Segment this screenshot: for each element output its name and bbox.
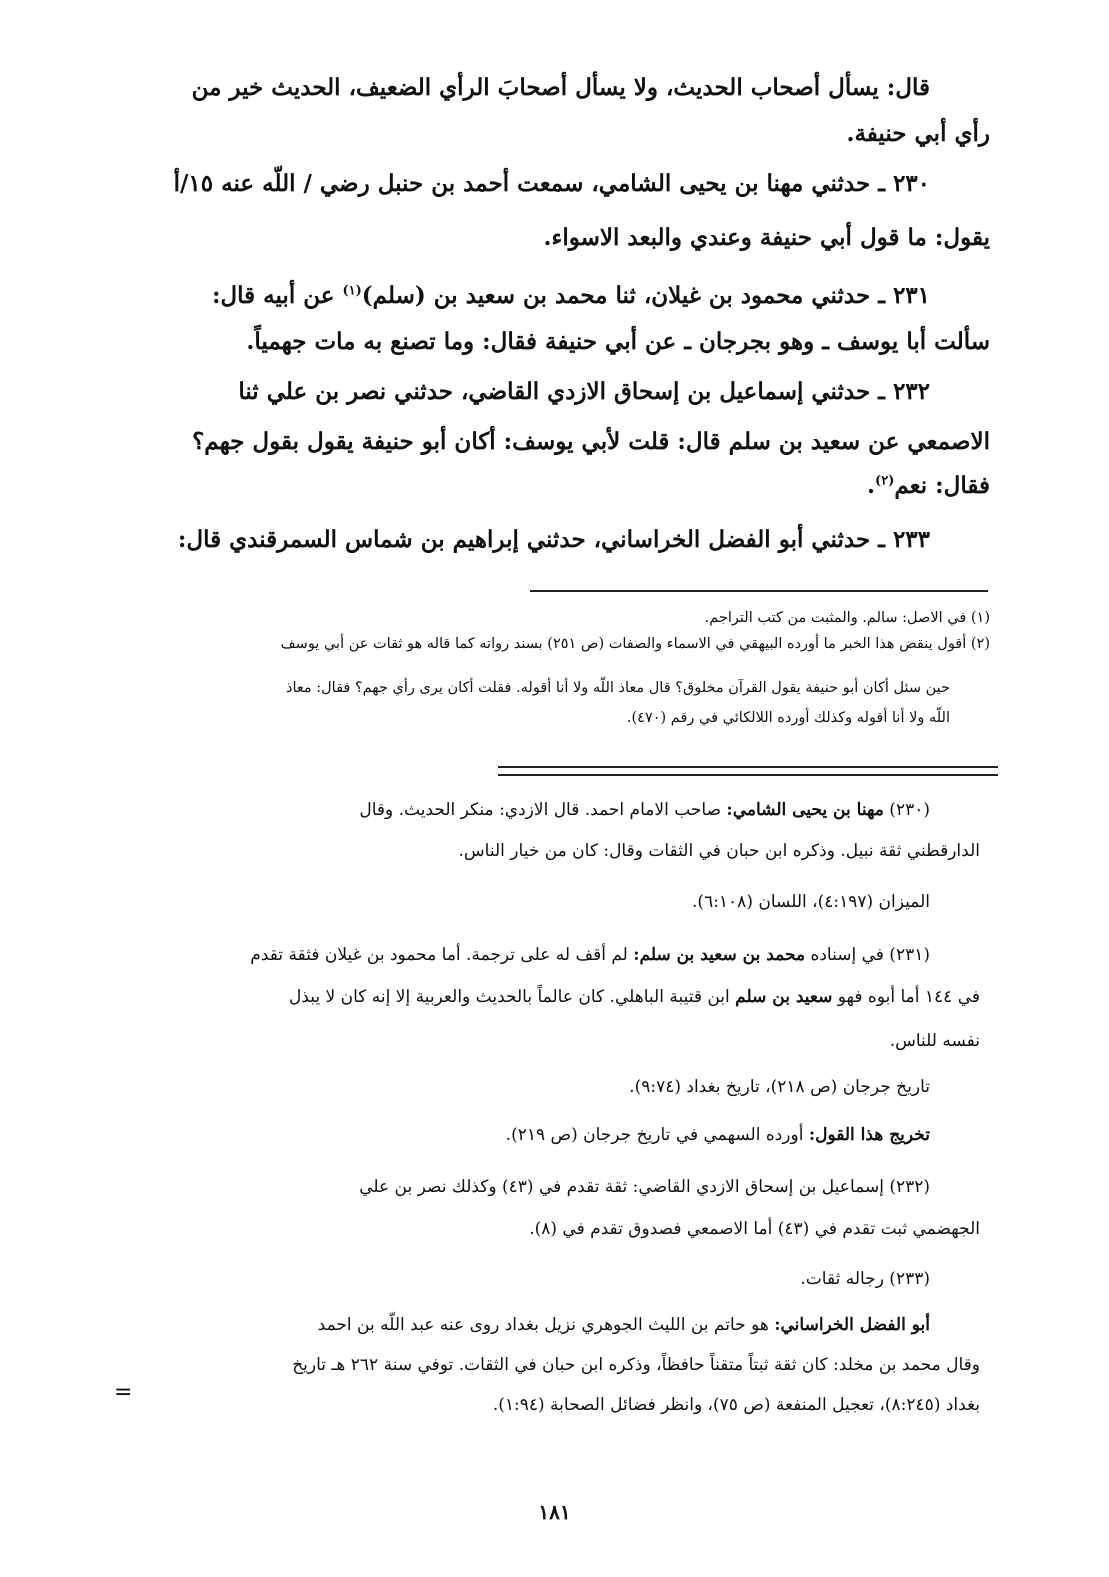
- main-line: يقول: ما قول أبي حنيفة وعندي والبعد الاسواء.: [543, 224, 990, 251]
- main-line: رأي أبي حنيفة.: [846, 120, 990, 147]
- main-line: ٢٣٢ ـ حدثني إسماعيل بن إسحاق الازدي القاضي، حدثني نصر بن علي ثنا: [238, 378, 930, 405]
- note-line: نفسه للناس.: [889, 1031, 980, 1051]
- main-line: الاصمعي عن سعيد بن سلم قال: قلت لأبي يوسف: أكان أبو حنيفة يقول بقول جهم؟: [192, 428, 990, 455]
- main-line-part: ٢٣١ ـ حدثني محمود بن غيلان، ثنا محمد بن سعيد بن (سلم): [361, 282, 930, 309]
- note-line: [140, 793, 930, 827]
- note-line: [140, 1118, 930, 1152]
- footnote-ref: (٢): [875, 473, 895, 489]
- footnote-line: حين سئل أكان أبو حنيفة يقول القرآن مخلوق؟ قال معاذ اللّه ولا أنا أقوله. فقلت أكان يرى رأي جهم؟ فقال: معاذ: [285, 680, 950, 696]
- note-line: [140, 938, 930, 972]
- note-line: بغداد (٨:٢٤٥)، تعجيل المنفعة (ص ٧٥)، وانظر فضائل الصحابة (١:٩٤).: [492, 1395, 980, 1415]
- note-part-bold: تخريج هذا القول:: [808, 1125, 930, 1145]
- note-line: الدارقطني ثقة نبيل. وذكره ابن حبان في الثقات وقال: كان من خيار الناس.: [458, 841, 980, 861]
- note-part: في ١٤٤ أما أبوه فهو: [832, 987, 980, 1007]
- main-line: سألت أبا يوسف ـ وهو بجرجان ـ عن أبي حنيفة فقال: وما تصنع به مات جهمياً.: [246, 328, 990, 355]
- note-part: هو حاتم بن الليث الجوهري نزيل بغداد روى عنه عبد اللّه بن احمد: [317, 1315, 775, 1335]
- note-line: [125, 1308, 930, 1342]
- note-part: (٢٣٠): [883, 800, 930, 820]
- section-divider-top: [498, 766, 998, 768]
- main-line-part: فقال: نعم: [894, 472, 990, 499]
- note-part-bold: أبو الفضل الخراساني:: [774, 1315, 930, 1335]
- note-line: الميزان (٤:١٩٧)، اللسان (٦:١٠٨).: [692, 892, 930, 912]
- footnote-ref: (١): [342, 283, 362, 299]
- footnote-line: (٢) أقول ينقض هذا الخبر ما أورده البيهقي في الاسماء والصفات (ص ٢٥١) بسند رواته كما قاله هو ثقات عن أبي يوسف: [280, 636, 990, 652]
- note-part-bold: مهنا بن يحيى الشامي:: [726, 800, 884, 820]
- note-part-bold: سعيد بن سلم: [735, 987, 833, 1007]
- note-part-bold: محمد بن سعيد بن سلم:: [633, 945, 806, 965]
- main-line: [150, 276, 930, 316]
- note-line: تاريخ جرجان (ص ٢١٨)، تاريخ بغداد (٩:٧٤).: [629, 1077, 930, 1097]
- section-divider-bottom: [498, 774, 998, 776]
- note-part: صاحب الامام احمد. قال الازدي: منكر الحديث. وقال: [359, 800, 727, 820]
- note-line: الجهضمي ثبت تقدم في (٤٣) أما الاصمعي فصدوق تقدم في (٨).: [529, 1219, 980, 1239]
- main-line: ٢٣٠ ـ حدثني مهنا بن يحيى الشامي، سمعت أحمد بن حنبل رضي / اللّه عنه ١٥/أ: [173, 170, 930, 197]
- continuation-mark: =: [114, 1380, 133, 1405]
- note-part: (٢٣١) في إسناده: [805, 945, 930, 965]
- main-line-part: .: [867, 472, 876, 499]
- page-number: ١٨١: [538, 1500, 571, 1524]
- main-line: [150, 466, 990, 506]
- footnote-separator: [530, 590, 988, 592]
- note-line: (٢٣٣) رجاله ثقات.: [800, 1269, 930, 1289]
- footnote-line: اللّه ولا أنا أقوله وكذلك أورده اللالكائي في رقم (٤٧٠).: [626, 710, 950, 726]
- note-part: لم أقف له على ترجمة. أما محمود بن غيلان فثقة تقدم: [250, 945, 634, 965]
- main-line: قال: يسأل أصحاب الحديث، ولا يسأل أصحابَ الرأي الضعيف، الحديث خير من: [191, 74, 930, 101]
- footnote-line: (١) في الاصل: سالم. والمثبت من كتب التراجم.: [704, 610, 990, 626]
- note-line: (٢٣٢) إسماعيل بن إسحاق الازدي القاضي: ثقة تقدم في (٤٣) وكذلك نصر بن علي: [359, 1177, 930, 1197]
- note-line: [140, 980, 980, 1014]
- main-line: ٢٣٣ ـ حدثني أبو الفضل الخراساني، حدثني إبراهيم بن شماس السمرقندي قال:: [177, 526, 930, 553]
- main-line-part: عن أبيه قال:: [211, 282, 343, 309]
- note-part: ابن قتيبة الباهلي. كان عالماً بالحديث والعربية إلا إنه كان لا يبذل: [288, 987, 736, 1007]
- note-part: أورده السهمي في تاريخ جرجان (ص ٢١٩).: [505, 1125, 809, 1145]
- note-line: وقال محمد بن مخلد: كان ثقة ثبتاً متقناً حافظاً، وذكره ابن حبان في الثقات. توفي سنة ٢٦٢ هـ تاريخ: [292, 1355, 980, 1375]
